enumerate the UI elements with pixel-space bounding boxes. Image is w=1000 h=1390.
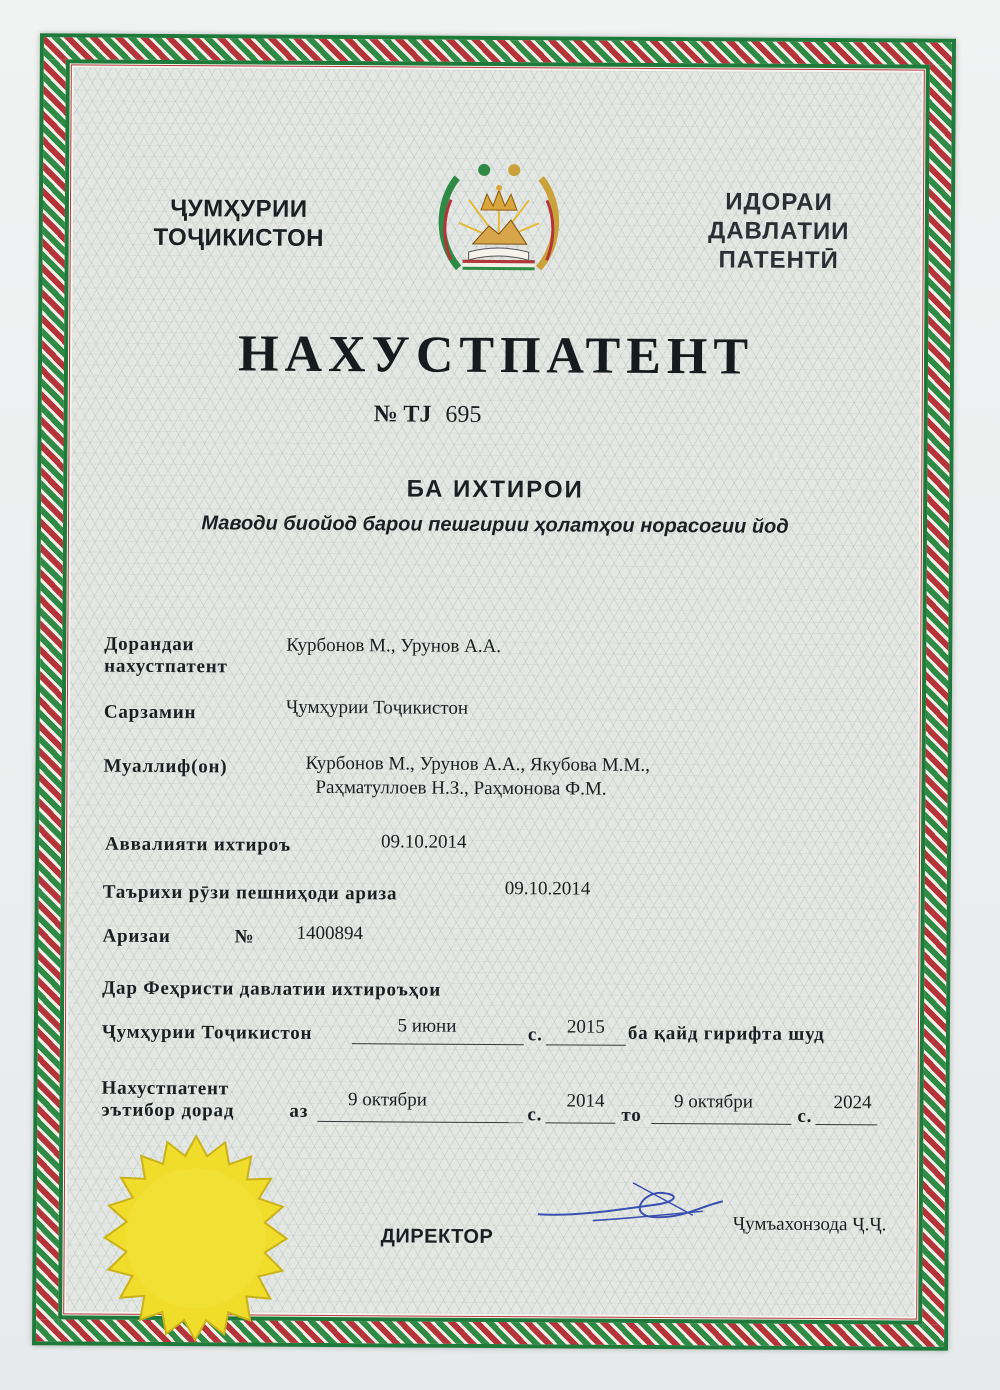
- authors-line-2: Раҳматуллоев Н.З., Раҳмонова Ф.М.: [315, 776, 607, 800]
- registry-year-prefix: с.: [527, 1024, 543, 1046]
- registry-label: Дар Феҳристи давлатии ихтироъҳои: [102, 977, 442, 1001]
- validity-from-day: 9 октябри: [348, 1089, 427, 1111]
- header-country-line-1: ҶУМҲУРИИ: [170, 195, 308, 223]
- application-label: Аризаи: [102, 925, 171, 948]
- holder-label-line-1: Дорандаи: [104, 633, 195, 656]
- holder-label-line-2: нахустпатент: [104, 655, 228, 678]
- country-value: Ҷумҳурии Тоҷикистон: [285, 696, 469, 719]
- priority-value: 09.10.2014: [381, 831, 467, 853]
- validity-label-line-1: Нахустпатент: [101, 1077, 229, 1100]
- invention-name: Маводи биойод барои пешгирии ҳолатҳои норасогии йод: [201, 512, 789, 538]
- director-title: ДИРЕКТОР: [380, 1225, 494, 1249]
- patent-number: [374, 401, 482, 429]
- invention-heading: БА ИХТИРОИ: [406, 475, 584, 504]
- registry-year-line: [546, 1044, 626, 1045]
- validity-to-year: 2024: [833, 1092, 872, 1114]
- document-title: НАХУСТПАТЕНТ: [237, 325, 755, 386]
- holder-value: Курбонов М., Урунов А.А.: [286, 634, 502, 658]
- authors-label: Муаллиф(он): [103, 755, 228, 778]
- header-agency-line-1: ИДОРАИ: [725, 188, 833, 217]
- authors-line-1: Курбонов М., Урунов А.А., Якубова М.М.,: [305, 752, 650, 776]
- country-label: Сарзамин: [103, 701, 197, 724]
- validity-to-day-line: [651, 1123, 791, 1125]
- registry-year-value: 2015: [566, 1016, 606, 1038]
- filing-date-label: Таърихи рӯзи пешниҳоди ариза: [102, 881, 398, 905]
- gold-seal-icon: [90, 1134, 301, 1345]
- validity-from-year: 2014: [566, 1090, 605, 1112]
- header-agency-line-3: ПАТЕНТӢ: [718, 246, 839, 275]
- director-name: Ҷумъахонзода Ҷ.Ҷ.: [732, 1213, 887, 1236]
- header-agency: [679, 187, 880, 275]
- validity-to-year-line: [815, 1124, 877, 1125]
- patent-certificate: [32, 33, 956, 1351]
- application-number-value: 1400894: [296, 922, 364, 945]
- validity-from-word: аз: [289, 1100, 309, 1122]
- director-signature-icon: [533, 1174, 733, 1245]
- validity-from-day-line: [317, 1121, 523, 1123]
- priority-label: Аввалияти ихтироъ: [104, 833, 291, 856]
- header-country-line-2: ТОҶИКИСТОН: [153, 223, 325, 252]
- registry-day-value: 5 июни: [397, 1015, 457, 1037]
- registry-day-line: [352, 1043, 524, 1045]
- validity-from-year-prefix: с.: [527, 1104, 543, 1126]
- registry-country: Ҷумҳурии Тоҷикистон: [101, 1021, 313, 1044]
- validity-to-year-prefix: с.: [797, 1105, 813, 1127]
- registry-suffix: ба қайд гирифта шуд: [627, 1022, 825, 1046]
- state-emblem-icon: [428, 148, 569, 289]
- patent-number-value: 695: [445, 401, 482, 428]
- validity-to-word: то: [621, 1104, 642, 1126]
- gold-seal-center: [125, 1168, 266, 1309]
- validity-label-line-2: эътибор дорад: [101, 1099, 235, 1122]
- validity-from-year-line: [545, 1122, 615, 1123]
- patent-number-prefix: № TJ: [373, 401, 432, 428]
- validity-to-day: 9 октябри: [673, 1091, 753, 1113]
- header-country: [129, 194, 349, 253]
- filing-date-value: 09.10.2014: [504, 878, 591, 900]
- header-agency-line-2: ДАВЛАТИИ: [708, 217, 850, 246]
- application-number-sign: №: [234, 926, 255, 948]
